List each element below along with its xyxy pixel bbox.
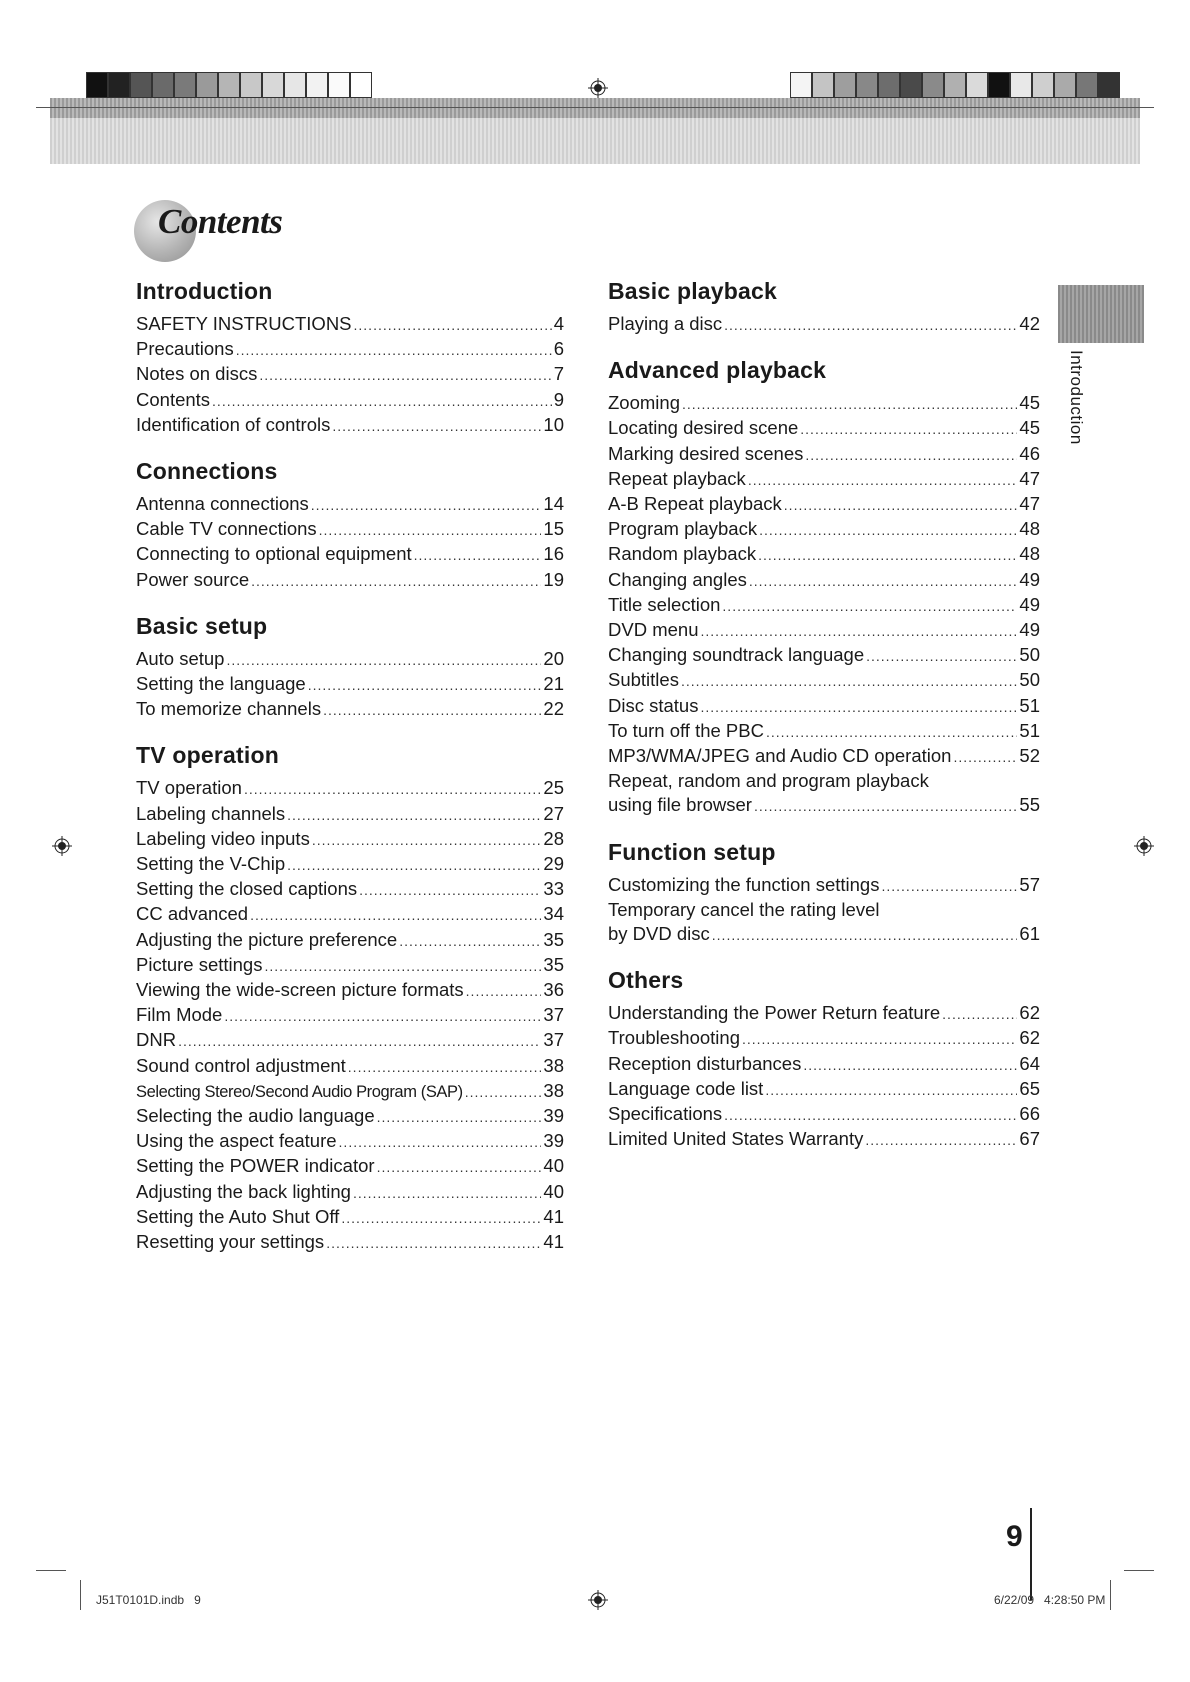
entry-label: using file browser <box>608 794 752 816</box>
toc-entry[interactable] <box>136 953 564 978</box>
toc-section <box>608 839 1040 948</box>
toc-entry[interactable] <box>136 337 564 362</box>
registration-mark-icon <box>588 1590 608 1610</box>
entry-label: Setting the POWER indicator <box>136 1155 375 1177</box>
leader-dots <box>765 1078 1017 1102</box>
toc-entry[interactable] <box>136 492 564 517</box>
toc-entry[interactable] <box>608 1077 1040 1102</box>
entry-label: Picture settings <box>136 953 263 975</box>
toc-entry[interactable] <box>608 593 1040 618</box>
entry-page: 33 <box>543 878 564 900</box>
entry-label: by DVD disc <box>608 923 710 945</box>
toc-entry[interactable] <box>136 1079 564 1104</box>
entry-page: 50 <box>1019 644 1040 666</box>
entry-label: Connecting to optional equipment <box>136 543 412 565</box>
entry-page: 39 <box>543 1130 564 1152</box>
registration-mark-icon <box>52 836 72 856</box>
entry-label: Setting the Auto Shut Off <box>136 1205 340 1227</box>
entry-page: 38 <box>543 1054 564 1076</box>
entry-label: Cable TV connections <box>136 518 317 540</box>
toc-section <box>608 357 1040 818</box>
toc-entry[interactable] <box>136 902 564 927</box>
entry-page: 62 <box>1019 1027 1040 1049</box>
entry-page: 51 <box>1019 694 1040 716</box>
page-number-bar <box>1030 1508 1032 1600</box>
entry-page: 40 <box>543 1180 564 1202</box>
toc-section <box>608 278 1040 337</box>
entry-label: Title selection <box>608 593 721 615</box>
entry-label: Power source <box>136 568 250 590</box>
leader-dots <box>319 518 542 542</box>
toc-entry[interactable] <box>136 1003 564 1028</box>
header-band-lower <box>50 118 1140 164</box>
entry-label: Random playback <box>608 543 757 565</box>
toc-entry[interactable] <box>608 618 1040 643</box>
leader-dots <box>377 1155 542 1179</box>
side-tab <box>1058 285 1144 343</box>
section-heading: Advanced playback <box>608 357 827 384</box>
registration-mark-icon <box>588 78 608 98</box>
toc-entry[interactable] <box>136 1028 564 1053</box>
toc-entry[interactable] <box>608 694 1040 719</box>
toc-entry[interactable] <box>136 542 564 567</box>
leader-dots <box>712 923 1018 947</box>
leader-dots <box>724 1103 1017 1127</box>
entry-page: 64 <box>1019 1052 1040 1074</box>
leader-dots <box>332 414 541 438</box>
toc-entry[interactable] <box>136 1054 564 1079</box>
toc-entry[interactable] <box>608 517 1040 542</box>
leader-dots <box>287 803 541 827</box>
entry-page: 45 <box>1019 417 1040 439</box>
entry-page: 52 <box>1019 745 1040 767</box>
entry-page: 7 <box>553 363 564 385</box>
entry-page: 39 <box>543 1105 564 1127</box>
entry-page: 49 <box>1019 568 1040 590</box>
toc-entry[interactable] <box>608 1052 1040 1077</box>
toc-entry[interactable] <box>136 827 564 852</box>
toc-entry[interactable] <box>608 719 1040 744</box>
entry-page: 66 <box>1019 1103 1040 1125</box>
entry-label: Understanding the Power Return feature <box>608 1002 941 1024</box>
entry-label: Adjusting the back lighting <box>136 1180 351 1202</box>
entry-label: Changing soundtrack language <box>608 644 865 666</box>
leader-dots <box>942 1002 1017 1026</box>
toc-entry[interactable] <box>608 492 1040 517</box>
entry-page: 49 <box>1019 619 1040 641</box>
toc-entry[interactable] <box>608 442 1040 467</box>
footer-timestamp: 6/22/09 4:28:50 PM <box>994 1593 1106 1607</box>
leader-dots <box>784 493 1018 517</box>
entry-page: 55 <box>1019 794 1040 816</box>
section-heading: Introduction <box>136 278 273 304</box>
entry-label: Repeat playback <box>608 467 746 489</box>
entry-label: Zooming <box>608 392 680 414</box>
leader-dots <box>749 569 1018 593</box>
entry-label: Labeling video inputs <box>136 827 310 849</box>
entry-page: 49 <box>1019 593 1040 615</box>
leader-dots <box>681 669 1017 693</box>
entry-page: 41 <box>543 1205 564 1227</box>
leader-dots <box>359 878 541 902</box>
entry-label: Reception disturbances <box>608 1052 802 1074</box>
entry-page: 4 <box>553 313 564 334</box>
toc-entry[interactable] <box>608 391 1040 416</box>
side-tab-label: Introduction <box>1067 350 1086 445</box>
entry-label: Playing a disc <box>608 313 723 334</box>
color-blocks-left <box>86 72 372 98</box>
entry-label: Specifications <box>608 1103 723 1125</box>
leader-dots <box>865 1128 1017 1152</box>
leader-dots <box>341 1206 541 1230</box>
toc-entry-line[interactable] <box>608 769 1040 793</box>
leader-dots <box>766 720 1017 744</box>
entry-label: TV operation <box>136 777 242 799</box>
entry-label: Antenna connections <box>136 493 309 515</box>
entry-page: 46 <box>1019 442 1040 464</box>
entry-page: 51 <box>1019 719 1040 741</box>
toc-entry[interactable] <box>608 668 1040 693</box>
leader-dots <box>226 648 541 672</box>
entry-label: Changing angles <box>608 568 747 590</box>
leader-dots <box>758 543 1017 567</box>
toc-entry[interactable] <box>136 1129 564 1154</box>
leader-dots <box>323 698 541 722</box>
entry-label: Program playback <box>608 518 758 540</box>
entry-label: Selecting the audio language <box>136 1105 375 1127</box>
toc-entry[interactable] <box>608 568 1040 593</box>
leader-dots <box>353 1181 541 1205</box>
toc-section <box>136 613 564 723</box>
leader-dots <box>377 1105 542 1129</box>
leader-dots <box>881 874 1017 898</box>
toc-entry[interactable] <box>136 697 564 722</box>
leader-dots <box>399 929 541 953</box>
leader-dots <box>700 619 1017 643</box>
toc-entry[interactable] <box>608 1001 1040 1026</box>
leader-dots <box>178 1029 541 1053</box>
entry-label: Resetting your settings <box>136 1231 325 1253</box>
leader-dots <box>800 417 1017 441</box>
entry-page: 61 <box>1019 923 1040 945</box>
toc-entry[interactable] <box>136 802 564 827</box>
entry-page: 47 <box>1019 467 1040 489</box>
toc-entry[interactable] <box>608 922 1040 947</box>
toc-entry[interactable] <box>608 542 1040 567</box>
toc-entry[interactable] <box>608 416 1040 441</box>
entry-label: Using the aspect feature <box>136 1130 337 1152</box>
toc-section <box>608 967 1040 1152</box>
leader-dots <box>742 1027 1017 1051</box>
entry-label: Setting the V-Chip <box>136 853 286 875</box>
entry-page: 21 <box>543 673 564 695</box>
entry-label: Locating desired scene <box>608 417 799 439</box>
entry-page: 38 <box>543 1079 564 1101</box>
leader-dots <box>308 673 542 697</box>
section-heading: Basic playback <box>608 278 778 304</box>
entry-page: 40 <box>543 1155 564 1177</box>
entry-label: Limited United States Warranty <box>608 1128 864 1150</box>
entry-page: 42 <box>1019 313 1040 334</box>
entry-label: Identification of controls <box>136 413 331 435</box>
entry-page: 50 <box>1019 669 1040 691</box>
entry-label: Troubleshooting <box>608 1027 740 1049</box>
entry-label: CC advanced <box>136 903 249 925</box>
toc-entry[interactable] <box>136 1154 564 1179</box>
entry-label: Labeling channels <box>136 802 286 824</box>
entry-label: Film Mode <box>136 1004 223 1026</box>
toc-entry[interactable] <box>136 413 564 438</box>
leader-dots <box>236 338 552 362</box>
entry-label: Auto setup <box>136 647 225 669</box>
leader-dots <box>754 794 1017 818</box>
leader-dots <box>803 1053 1017 1077</box>
entry-page: 35 <box>543 953 564 975</box>
entry-page: 37 <box>543 1004 564 1026</box>
leader-dots <box>953 745 1017 769</box>
entry-label: Notes on discs <box>136 363 258 385</box>
entry-page: 35 <box>543 928 564 950</box>
toc-section <box>136 742 564 1255</box>
leader-dots <box>224 1004 541 1028</box>
toc-entry[interactable] <box>136 1205 564 1230</box>
toc-entry[interactable] <box>136 1230 564 1255</box>
toc-entry[interactable] <box>608 312 1040 337</box>
entry-page: 9 <box>553 388 564 410</box>
leader-dots <box>264 954 541 978</box>
entry-label: Contents <box>136 388 211 410</box>
toc-entry[interactable] <box>136 568 564 593</box>
entry-page: 65 <box>1019 1077 1040 1099</box>
page-title <box>134 196 374 266</box>
page-number: 9 <box>1006 1520 1023 1553</box>
leader-dots <box>465 1080 542 1104</box>
toc-entry[interactable] <box>608 467 1040 492</box>
toc-entry[interactable] <box>136 517 564 542</box>
crop-mark <box>80 1580 81 1610</box>
toc-entry[interactable] <box>608 643 1040 668</box>
entry-page: 67 <box>1019 1128 1040 1150</box>
entry-page: 22 <box>543 698 564 720</box>
leader-dots <box>311 493 542 517</box>
entry-label: Sound control adjustment <box>136 1054 346 1076</box>
leader-dots <box>414 543 542 567</box>
section-heading: Basic setup <box>136 612 268 639</box>
toc-entry[interactable] <box>608 793 1040 818</box>
entry-label: SAFETY INSTRUCTIONS <box>136 313 352 334</box>
toc-entry[interactable] <box>136 928 564 953</box>
entry-page: 62 <box>1019 1002 1040 1024</box>
toc-entry[interactable] <box>136 312 564 337</box>
leader-dots <box>339 1130 542 1154</box>
entry-label: Setting the language <box>136 673 306 695</box>
entry-label: DNR <box>136 1029 177 1051</box>
entry-page: 6 <box>553 338 564 360</box>
entry-label: Temporary cancel the rating level <box>608 898 880 920</box>
toc-entry[interactable] <box>608 1026 1040 1051</box>
leader-dots <box>866 644 1017 668</box>
entry-label: Customizing the function settings <box>608 873 880 895</box>
entry-page: 45 <box>1019 392 1040 414</box>
entry-label: To memorize channels <box>136 698 322 720</box>
leader-dots <box>466 979 542 1003</box>
toc-section <box>136 278 564 438</box>
leader-dots <box>287 853 541 877</box>
registration-mark-icon <box>1134 836 1154 856</box>
toc-entry[interactable] <box>608 873 1040 898</box>
entry-page: 34 <box>543 903 564 925</box>
toc-entry[interactable] <box>608 1102 1040 1127</box>
crop-mark <box>1124 1570 1154 1571</box>
header-rule <box>36 107 1154 108</box>
leader-dots <box>748 468 1018 492</box>
entry-label: MP3/WMA/JPEG and Audio CD operation <box>608 745 952 767</box>
entry-label: Marking desired scenes <box>608 442 804 464</box>
entry-page: 25 <box>543 777 564 799</box>
leader-dots <box>251 569 541 593</box>
entry-page: 10 <box>543 413 564 435</box>
toc-entry[interactable] <box>136 672 564 697</box>
crop-mark <box>1110 1580 1111 1610</box>
entry-label: Viewing the wide-screen picture formats <box>136 979 464 1001</box>
leader-dots <box>724 313 1017 337</box>
section-heading: Function setup <box>608 838 776 865</box>
entry-page: 36 <box>543 979 564 1001</box>
section-heading: TV operation <box>136 742 279 769</box>
toc-section <box>136 458 564 593</box>
leader-dots <box>700 695 1017 719</box>
entry-label: To turn off the PBC <box>608 719 764 741</box>
entry-page: 27 <box>543 802 564 824</box>
toc-entry[interactable] <box>136 776 564 801</box>
leader-dots <box>250 903 541 927</box>
toc-entry[interactable] <box>136 978 564 1003</box>
entry-label: A-B Repeat playback <box>608 493 782 515</box>
entry-page: 57 <box>1019 873 1040 895</box>
entry-label: DVD menu <box>608 619 699 641</box>
toc-entry[interactable] <box>136 1180 564 1205</box>
leader-dots <box>682 392 1017 416</box>
leader-dots <box>805 443 1017 467</box>
leader-dots <box>212 389 552 413</box>
toc-entry[interactable] <box>136 647 564 672</box>
entry-page: 20 <box>543 647 564 669</box>
entry-page: 29 <box>543 853 564 875</box>
page-title-text: Contents <box>158 202 283 241</box>
toc-entry[interactable] <box>136 1104 564 1129</box>
leader-dots <box>244 777 541 801</box>
leader-dots <box>722 594 1017 618</box>
entry-page: 19 <box>543 568 564 590</box>
toc-entry[interactable] <box>136 362 564 387</box>
footer-file-name: J51T0101D.indb 9 <box>96 1593 201 1607</box>
leader-dots <box>348 1055 542 1079</box>
toc-entry[interactable] <box>136 877 564 902</box>
entry-page: 37 <box>543 1029 564 1051</box>
color-blocks-right <box>790 72 1120 98</box>
section-heading: Connections <box>136 458 278 485</box>
toc-left-column <box>136 278 564 1275</box>
crop-mark <box>36 1570 66 1571</box>
leader-dots <box>759 518 1017 542</box>
leader-dots <box>312 828 542 852</box>
section-heading: Others <box>608 967 684 994</box>
toc-entry[interactable] <box>608 1127 1040 1152</box>
toc-entry[interactable] <box>136 388 564 413</box>
entry-label: Precautions <box>136 338 234 360</box>
entry-page: 28 <box>543 827 564 849</box>
toc-right-column <box>608 278 1040 1172</box>
entry-page: 16 <box>543 543 564 565</box>
toc-entry[interactable] <box>136 852 564 877</box>
entry-page: 41 <box>543 1231 564 1253</box>
leader-dots <box>259 363 551 387</box>
entry-page: 48 <box>1019 543 1040 565</box>
entry-label: Disc status <box>608 694 699 716</box>
entry-label: Subtitles <box>608 669 679 691</box>
entry-label: Adjusting the picture preference <box>136 928 398 950</box>
entry-label: Selecting Stereo/Second Audio Program (SAP) <box>136 1082 463 1101</box>
toc-entry[interactable] <box>608 744 1040 769</box>
entry-page: 15 <box>543 518 564 540</box>
toc-entry-line[interactable] <box>608 898 1040 922</box>
entry-label: Repeat, random and program playback <box>608 770 929 792</box>
entry-label: Setting the closed captions <box>136 878 358 900</box>
entry-label: Language code list <box>608 1077 764 1099</box>
entry-page: 47 <box>1019 493 1040 515</box>
leader-dots <box>354 313 552 337</box>
leader-dots <box>326 1231 541 1255</box>
entry-page: 14 <box>543 493 564 515</box>
entry-page: 48 <box>1019 518 1040 540</box>
